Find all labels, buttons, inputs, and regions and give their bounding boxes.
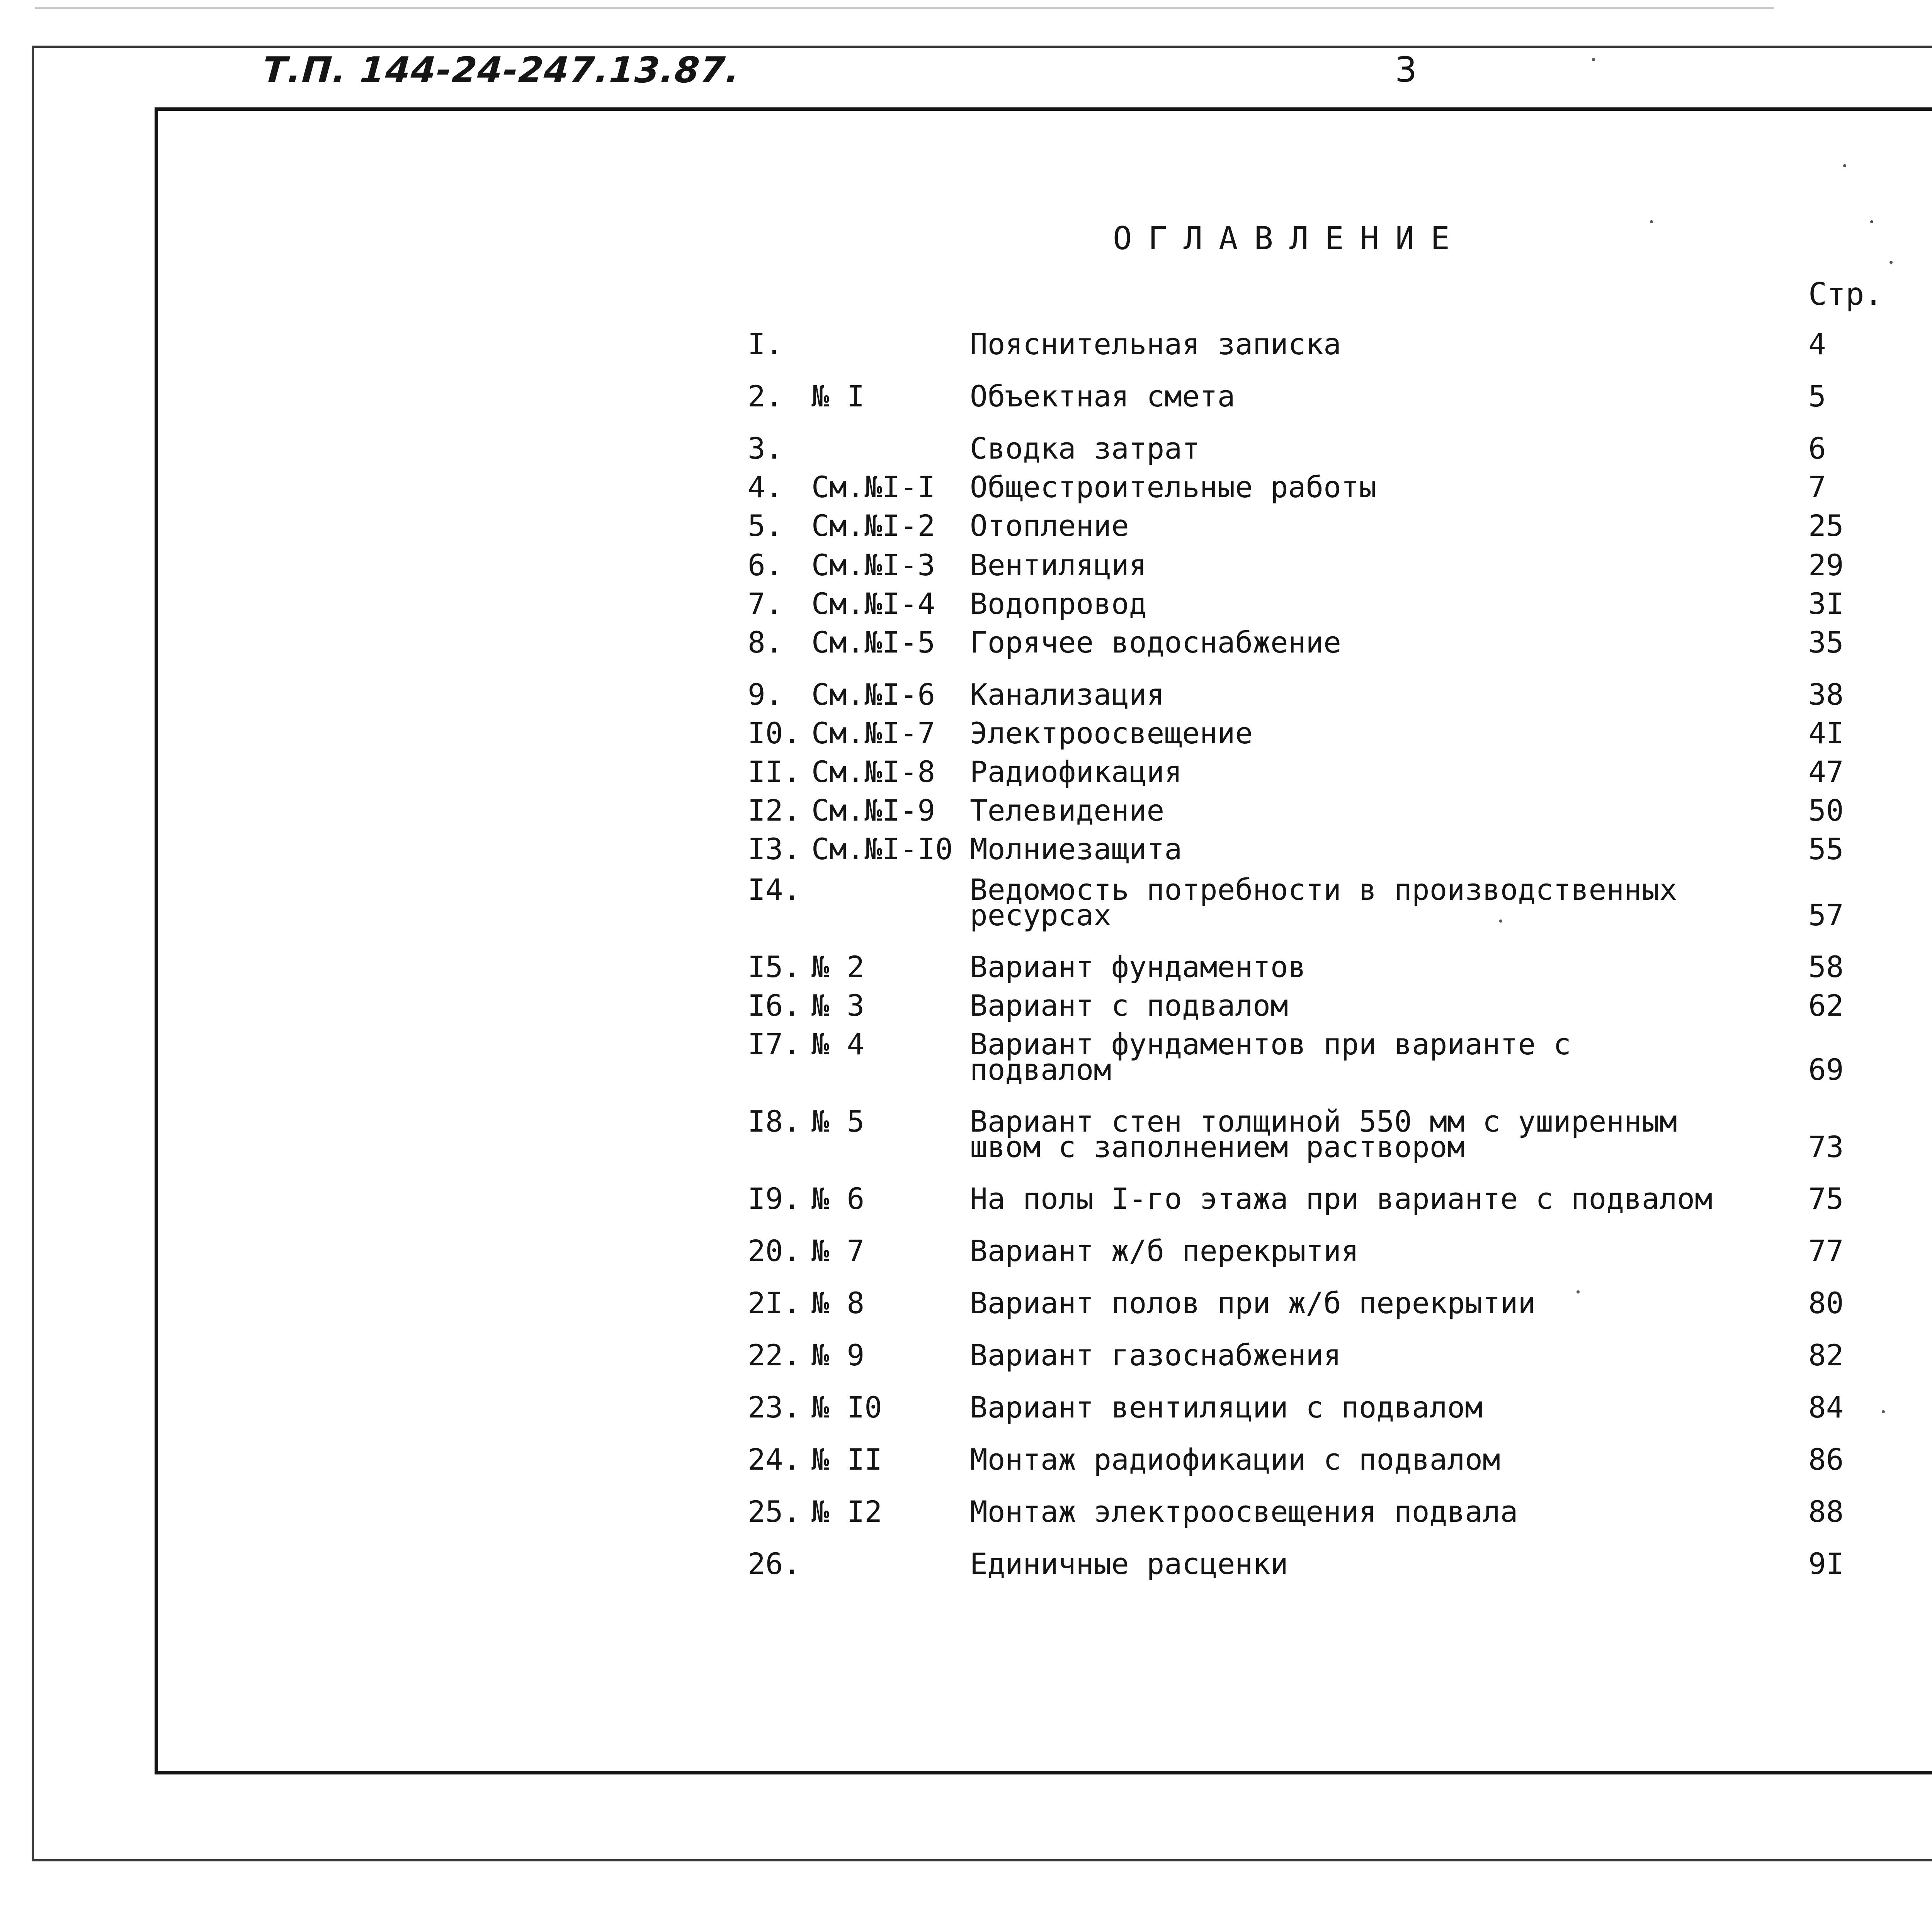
toc-entry-code: См.№I-8 [811, 755, 935, 789]
toc-entry-page: 86 [1808, 1442, 1844, 1477]
toc-entry-description: Общестроительные работы [970, 470, 1377, 504]
toc-entry-page: 73 [1808, 1130, 1844, 1164]
toc-entry-page: 9I [1808, 1547, 1844, 1581]
toc-entry-number: 9. [748, 677, 783, 712]
toc-entry-number: 22. [748, 1338, 801, 1372]
toc-entry-description: Водопровод [970, 586, 1147, 621]
toc-entry-page: 25 [1808, 508, 1844, 543]
toc-entry-code: № 5 [811, 1104, 865, 1139]
toc-entry-number: 2I. [748, 1286, 801, 1320]
toc-entry-code: № 3 [811, 988, 865, 1023]
document-code: Т.П. 144-24-247.13.87. [261, 49, 742, 91]
toc-entry-description: Единичные расценки [970, 1547, 1288, 1581]
toc-entry-description: Вариант вентиляции с подвалом [970, 1390, 1483, 1424]
toc-entry-description: Пояснительная записка [970, 327, 1341, 361]
toc-entry-number: I5. [748, 950, 801, 984]
toc-entry-page: 4 [1808, 327, 1826, 361]
toc-entry-page: 82 [1808, 1338, 1844, 1372]
toc-title: ОГЛАВЛЕНИЕ [1113, 220, 1466, 257]
scan-speck [1870, 220, 1873, 223]
toc-entry-number: 4. [748, 470, 783, 504]
toc-entry-number: 7. [748, 586, 783, 621]
page-column-header: Стр. [1808, 276, 1883, 312]
scan-artifact-line [35, 7, 1774, 9]
toc-entry-description: Горячее водоснабжение [970, 625, 1341, 659]
toc-entry-number: I2. [748, 793, 801, 828]
toc-entry-code: См.№I-7 [811, 716, 935, 750]
toc-entry-code: См.№I-9 [811, 793, 935, 828]
toc-entry-number: I8. [748, 1104, 801, 1139]
toc-entry-page: 29 [1808, 548, 1844, 582]
toc-entry-page: 7 [1808, 470, 1826, 504]
toc-entry-page: 35 [1808, 625, 1844, 659]
toc-entry-description: На полы I-го этажа при варианте с подвалом [970, 1181, 1713, 1216]
toc-entry-number: I6. [748, 988, 801, 1023]
toc-entry-description: Сводка затрат [970, 431, 1200, 466]
toc-entry-code: № I [811, 379, 865, 413]
toc-entry-page: 84 [1808, 1390, 1844, 1424]
toc-entry-page: 75 [1808, 1181, 1844, 1216]
toc-entry-page: 5 [1808, 379, 1826, 413]
toc-entry-number: 2. [748, 379, 783, 413]
toc-entry-code: № I0 [811, 1390, 883, 1424]
toc-entry-description: Отопление [970, 508, 1129, 543]
toc-entry-page: 69 [1808, 1052, 1844, 1087]
toc-entry-number: 8. [748, 625, 783, 659]
toc-entry-page: 55 [1808, 832, 1844, 866]
toc-entry-code: № 4 [811, 1027, 865, 1061]
toc-entry-page: 4I [1808, 716, 1844, 750]
toc-entry-number: I7. [748, 1027, 801, 1061]
toc-entry-number: I0. [748, 716, 801, 750]
toc-entry-number: I9. [748, 1181, 801, 1216]
toc-entry-code: См.№I-6 [811, 677, 935, 712]
toc-entry-page: 80 [1808, 1286, 1844, 1320]
toc-entry-code: № 2 [811, 950, 865, 984]
toc-entry-number: I. [748, 327, 783, 361]
toc-entry-code: № 7 [811, 1234, 865, 1268]
toc-entry-description: Телевидение [970, 793, 1165, 828]
toc-entry-description: Электроосвещение [970, 716, 1253, 750]
toc-entry-code: См.№I-4 [811, 586, 935, 621]
toc-entry-number: 26. [748, 1547, 801, 1581]
scan-speck [1882, 1410, 1885, 1413]
toc-entry-description: Монтаж электроосвещения подвала [970, 1494, 1518, 1529]
toc-entry-page: 88 [1808, 1494, 1844, 1529]
toc-entry-number: 20. [748, 1234, 801, 1268]
toc-entry-code: См.№I-5 [811, 625, 935, 659]
toc-entry-code: № II [811, 1442, 883, 1477]
toc-entry-page: 3I [1808, 586, 1844, 621]
toc-entry-description: Вариант фундаментов при варианте с подвалом [970, 1027, 1571, 1087]
toc-entry-description: Канализация [970, 677, 1165, 712]
toc-entry-number: I4. [748, 872, 801, 907]
toc-entry-number: 25. [748, 1494, 801, 1529]
toc-entry-code: См.№I-3 [811, 548, 935, 582]
scan-speck [1650, 220, 1653, 223]
toc-entry-description: Объектная смета [970, 379, 1235, 413]
scan-speck [1592, 58, 1595, 61]
toc-entry-description: Радиофикация [970, 755, 1182, 789]
page-number: 3 [1395, 49, 1417, 90]
toc-entry-number: 6. [748, 548, 783, 582]
toc-entry-page: 58 [1808, 950, 1844, 984]
toc-entry-code: См.№I-I [811, 470, 935, 504]
toc-entry-number: 24. [748, 1442, 801, 1477]
toc-entry-number: I3. [748, 832, 801, 866]
scan-speck [1889, 261, 1893, 264]
toc-entry-description: Вариант с подвалом [970, 988, 1288, 1023]
toc-entry-description: Ведомость потребности в производственных ресурсах [970, 872, 1677, 932]
toc-entry-page: 38 [1808, 677, 1844, 712]
toc-entry-code: № I2 [811, 1494, 883, 1529]
toc-entry-code: См.№I-I0 [811, 832, 953, 866]
toc-entry-page: 50 [1808, 793, 1844, 828]
toc-entry-number: 3. [748, 431, 783, 466]
toc-entry-description: Вариант полов при ж/б перекрытии [970, 1286, 1536, 1320]
toc-entry-number: II. [748, 755, 801, 789]
toc-entry-number: 5. [748, 508, 783, 543]
toc-entry-number: 23. [748, 1390, 801, 1424]
toc-entry-page: 57 [1808, 898, 1844, 932]
toc-entry-page: 62 [1808, 988, 1844, 1023]
toc-entry-code: № 6 [811, 1181, 865, 1216]
toc-entry-description: Вариант газоснабжения [970, 1338, 1341, 1372]
toc-entry-page: 77 [1808, 1234, 1844, 1268]
scan-speck [1577, 1290, 1580, 1293]
toc-entry-code: № 9 [811, 1338, 865, 1372]
scan-speck [1499, 919, 1502, 923]
scan-speck [1843, 164, 1846, 167]
toc-entry-description: Вариант ж/б перекрытия [970, 1234, 1359, 1268]
toc-entry-page: 6 [1808, 431, 1826, 466]
toc-entry-code: № 8 [811, 1286, 865, 1320]
toc-entry-description: Вариант фундаментов [970, 950, 1306, 984]
toc-entry-page: 47 [1808, 755, 1844, 789]
toc-entry-description: Вариант стен толщиной 550 мм с уширенным швом с заполнением раствором [970, 1104, 1677, 1164]
toc-entry-description: Молниезащита [970, 832, 1182, 866]
toc-entry-code: См.№I-2 [811, 508, 935, 543]
toc-entry-description: Вентиляция [970, 548, 1147, 582]
toc-entry-description: Монтаж радиофикации с подвалом [970, 1442, 1500, 1477]
